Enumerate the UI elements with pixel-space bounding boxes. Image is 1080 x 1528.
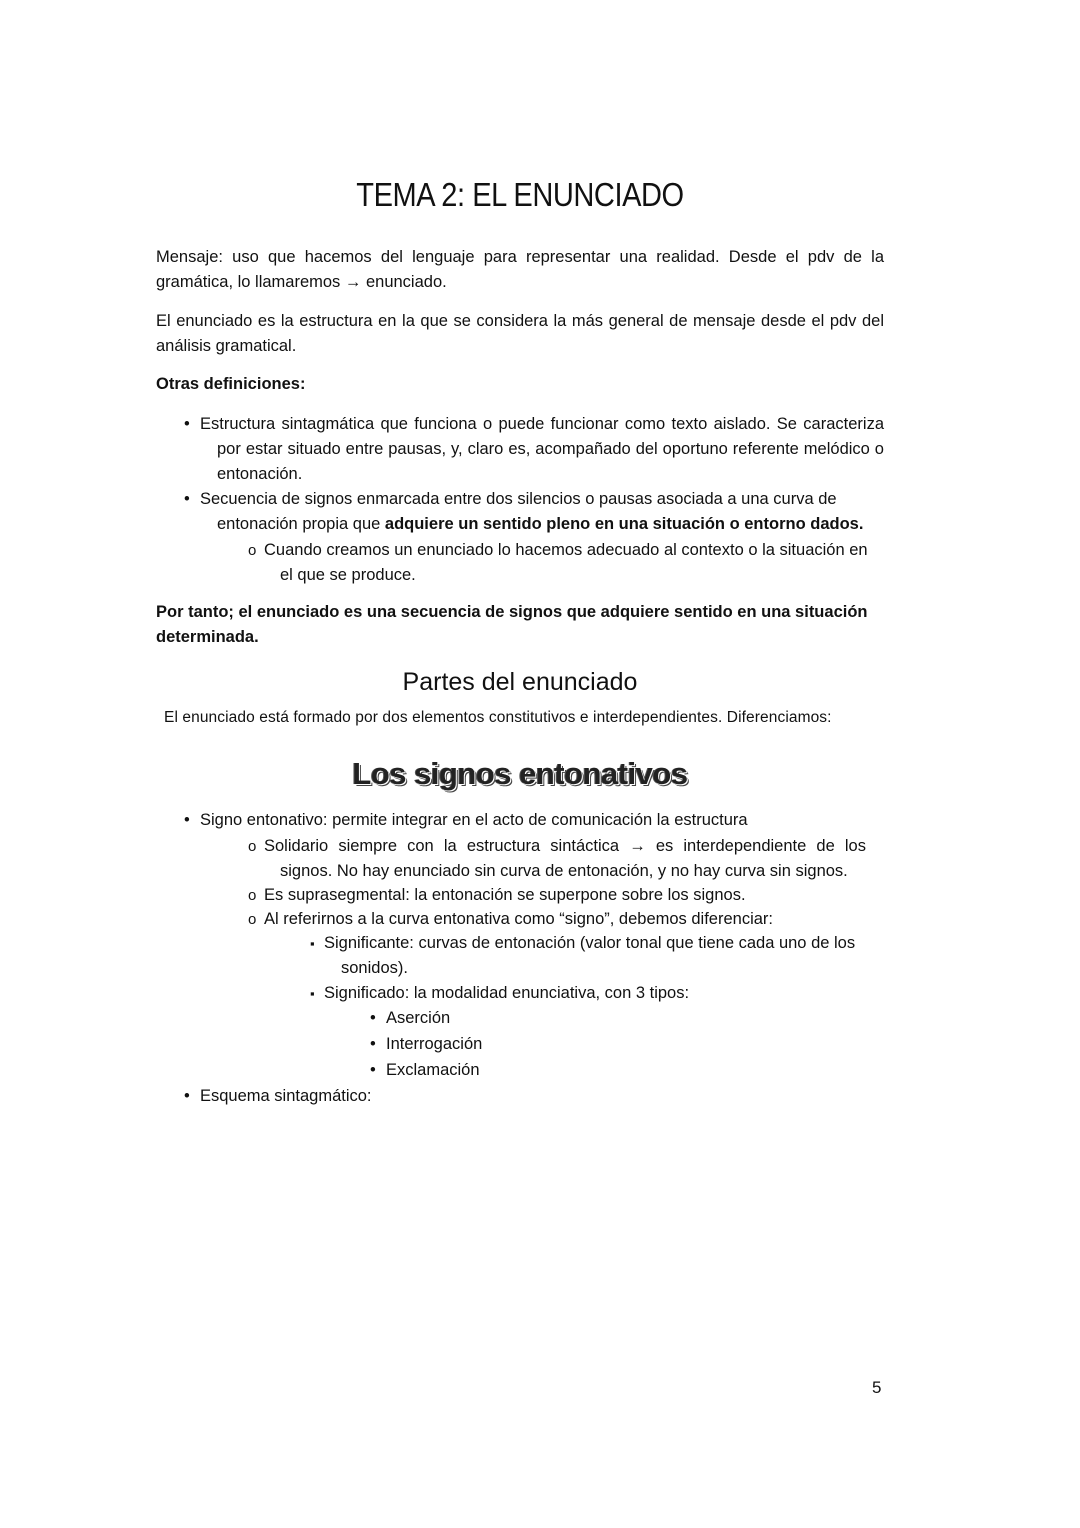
page-number: 5 <box>872 1378 882 1397</box>
paragraph-estructura: El enunciado es la estructura en la que se considera la más general de mensaje desde el pdv del análisis gramatical. <box>156 312 884 355</box>
bullet-icon: • <box>184 490 190 508</box>
significante-item: Significante: curvas de entonación (valor tonal que tiene cada uno de los sonidos). <box>324 934 856 977</box>
square-bullet-icon: ▪ <box>310 986 315 1001</box>
solidario-item: Solidario siempre con la estructura sintáctica → es interdependiente de los signos. No hay enunciado sin curva de entonación, y no hay curva sin signos. <box>264 837 866 880</box>
page-title: TEMA 2: EL ENUNCIADO <box>356 176 684 213</box>
definition-item-2 <box>200 487 884 537</box>
paragraph-conclusion: Por tanto; el enunciado es una secuencia de signos que adquiere sentido en una situación determinada. <box>156 603 868 646</box>
otras-definiciones-label: Otras definiciones: <box>156 375 306 393</box>
tipo-asercion: Aserción <box>386 1009 451 1027</box>
significado-item: Significado: la modalidad enunciativa, con 3 tipos: <box>324 984 690 1002</box>
definition-item-1: Estructura sintagmática que funciona o puede funcionar como texto aislado. Se caracteriza por estar situado entre pausas, y, claro es, acompañado del oportuno referente melódico o entonación. <box>200 415 884 483</box>
bullet-icon: • <box>370 1061 376 1079</box>
circle-bullet-icon: o <box>248 542 257 559</box>
circle-bullet-icon: o <box>248 838 257 855</box>
definition-item-2-emphasis: adquiere un sentido pleno en una situación o entorno dados. <box>384 515 864 533</box>
section-heading: Los signos entonativos <box>352 756 688 791</box>
bullet-icon: • <box>370 1009 376 1027</box>
tipo-exclamacion: Exclamación <box>386 1061 480 1079</box>
referirnos-item: Al referirnos a la curva entonativa como “signo”, debemos diferenciar: <box>264 910 773 928</box>
bullet-icon: • <box>370 1035 376 1053</box>
definition-subitem: Cuando creamos un enunciado lo hacemos adecuado al contexto o la situación en el que se produce. <box>264 541 868 584</box>
signo-entonativo-item: Signo entonativo: permite integrar en el acto de comunicación la estructura <box>200 811 748 829</box>
bullet-icon: • <box>184 811 190 829</box>
circle-bullet-icon: o <box>248 887 257 904</box>
tipo-interrogacion: Interrogación <box>386 1035 483 1053</box>
bullet-icon: • <box>184 415 190 433</box>
esquema-item: Esquema sintagmático: <box>200 1087 372 1105</box>
circle-bullet-icon: o <box>248 911 257 928</box>
paragraph-mensaje: Mensaje: uso que hacemos del lenguaje para representar una realidad. Desde el pdv de la gramática, lo llamaremos → enunciado. <box>156 248 884 291</box>
section-intro: El enunciado está formado por dos elementos constitutivos e interdependientes. Diferenciamos: <box>164 709 832 726</box>
suprasegmental-item: Es suprasegmental: la entonación se superpone sobre los signos. <box>264 886 746 904</box>
bullet-icon: • <box>184 1087 190 1105</box>
definition-item-2-text: Secuencia de signos enmarcada entre dos silencios o pausas asociada a una curva de entonación propia que <box>200 490 837 533</box>
square-bullet-icon: ▪ <box>310 936 315 951</box>
section-subtitle: Partes del enunciado <box>402 668 638 696</box>
